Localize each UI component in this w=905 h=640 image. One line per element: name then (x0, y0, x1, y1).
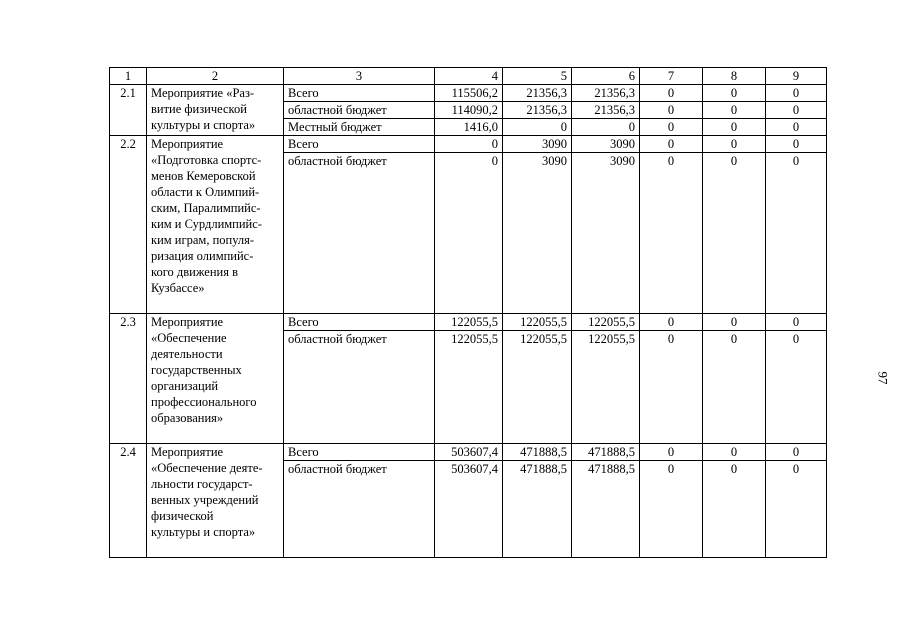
funding-source: Всего (284, 444, 435, 461)
row-number: 2.1 (110, 85, 147, 136)
value-col-4: 1416,0 (435, 119, 503, 136)
value-col-6: 122055,5 (572, 314, 640, 331)
header-cell-9: 9 (766, 68, 827, 85)
header-cell-1: 1 (110, 68, 147, 85)
value-col-5: 122055,5 (503, 331, 572, 444)
value-col-6: 471888,5 (572, 444, 640, 461)
value-col-8: 0 (703, 119, 766, 136)
value-col-4: 115506,2 (435, 85, 503, 102)
value-col-4: 122055,5 (435, 314, 503, 331)
header-cell-7: 7 (640, 68, 703, 85)
value-col-8: 0 (703, 136, 766, 153)
value-col-4: 114090,2 (435, 102, 503, 119)
funding-source: Всего (284, 85, 435, 102)
value-col-5: 0 (503, 119, 572, 136)
value-col-7: 0 (640, 461, 703, 558)
header-cell-6: 6 (572, 68, 640, 85)
value-col-7: 0 (640, 119, 703, 136)
value-col-7: 0 (640, 314, 703, 331)
funding-source: областной бюджет (284, 461, 435, 558)
value-col-6: 3090 (572, 136, 640, 153)
value-col-4: 122055,5 (435, 331, 503, 444)
value-col-9: 0 (766, 136, 827, 153)
value-col-6: 21356,3 (572, 85, 640, 102)
row-number: 2.3 (110, 314, 147, 444)
funding-source: областной бюджет (284, 102, 435, 119)
value-col-5: 471888,5 (503, 444, 572, 461)
value-col-8: 0 (703, 331, 766, 444)
value-col-5: 3090 (503, 136, 572, 153)
value-col-9: 0 (766, 119, 827, 136)
header-cell-3: 3 (284, 68, 435, 85)
value-col-7: 0 (640, 102, 703, 119)
table-body (110, 68, 827, 558)
table-row (110, 136, 827, 153)
value-col-8: 0 (703, 314, 766, 331)
value-col-9: 0 (766, 444, 827, 461)
event-name: Мероприятие «Обеспечение деяте- льности государст- венных учреждений физической культуры и спорта» (147, 444, 284, 558)
header-row (110, 68, 827, 85)
value-col-7: 0 (640, 85, 703, 102)
table-row (110, 314, 827, 331)
funding-source: областной бюджет (284, 331, 435, 444)
funding-source: областной бюджет (284, 153, 435, 314)
value-col-6: 471888,5 (572, 461, 640, 558)
budget-table (109, 67, 827, 558)
value-col-6: 122055,5 (572, 331, 640, 444)
row-number: 2.4 (110, 444, 147, 558)
value-col-8: 0 (703, 444, 766, 461)
value-col-8: 0 (703, 102, 766, 119)
value-col-5: 21356,3 (503, 102, 572, 119)
value-col-9: 0 (766, 102, 827, 119)
page-number: 97 (875, 371, 891, 385)
value-col-7: 0 (640, 153, 703, 314)
value-col-9: 0 (766, 85, 827, 102)
value-col-5: 122055,5 (503, 314, 572, 331)
value-col-5: 471888,5 (503, 461, 572, 558)
value-col-4: 503607,4 (435, 461, 503, 558)
value-col-4: 503607,4 (435, 444, 503, 461)
event-name: Мероприятие «Раз- витие физической культуры и спорта» (147, 85, 284, 136)
event-name: Мероприятие «Подготовка спортс- менов Кемеровской области к Олимпий- ским, Паралимпийс- ким и Сурдлимпийс- ким играм, популя- ризация олимпийс- кого движения в Кузбассе» (147, 136, 284, 314)
value-col-9: 0 (766, 153, 827, 314)
value-col-6: 0 (572, 119, 640, 136)
header-cell-8: 8 (703, 68, 766, 85)
value-col-6: 3090 (572, 153, 640, 314)
value-col-8: 0 (703, 461, 766, 558)
value-col-8: 0 (703, 153, 766, 314)
value-col-4: 0 (435, 136, 503, 153)
value-col-9: 0 (766, 461, 827, 558)
funding-source: Всего (284, 314, 435, 331)
table-row (110, 85, 827, 102)
value-col-9: 0 (766, 314, 827, 331)
funding-source: Местный бюджет (284, 119, 435, 136)
value-col-5: 3090 (503, 153, 572, 314)
header-cell-2: 2 (147, 68, 284, 85)
value-col-4: 0 (435, 153, 503, 314)
value-col-7: 0 (640, 136, 703, 153)
header-cell-5: 5 (503, 68, 572, 85)
event-name: Мероприятие «Обеспечение деятельности государственных организаций профессионального образования» (147, 314, 284, 444)
value-col-9: 0 (766, 331, 827, 444)
header-cell-4: 4 (435, 68, 503, 85)
funding-source: Всего (284, 136, 435, 153)
value-col-7: 0 (640, 331, 703, 444)
value-col-6: 21356,3 (572, 102, 640, 119)
table-row (110, 444, 827, 461)
value-col-8: 0 (703, 85, 766, 102)
row-number: 2.2 (110, 136, 147, 314)
value-col-7: 0 (640, 444, 703, 461)
value-col-5: 21356,3 (503, 85, 572, 102)
